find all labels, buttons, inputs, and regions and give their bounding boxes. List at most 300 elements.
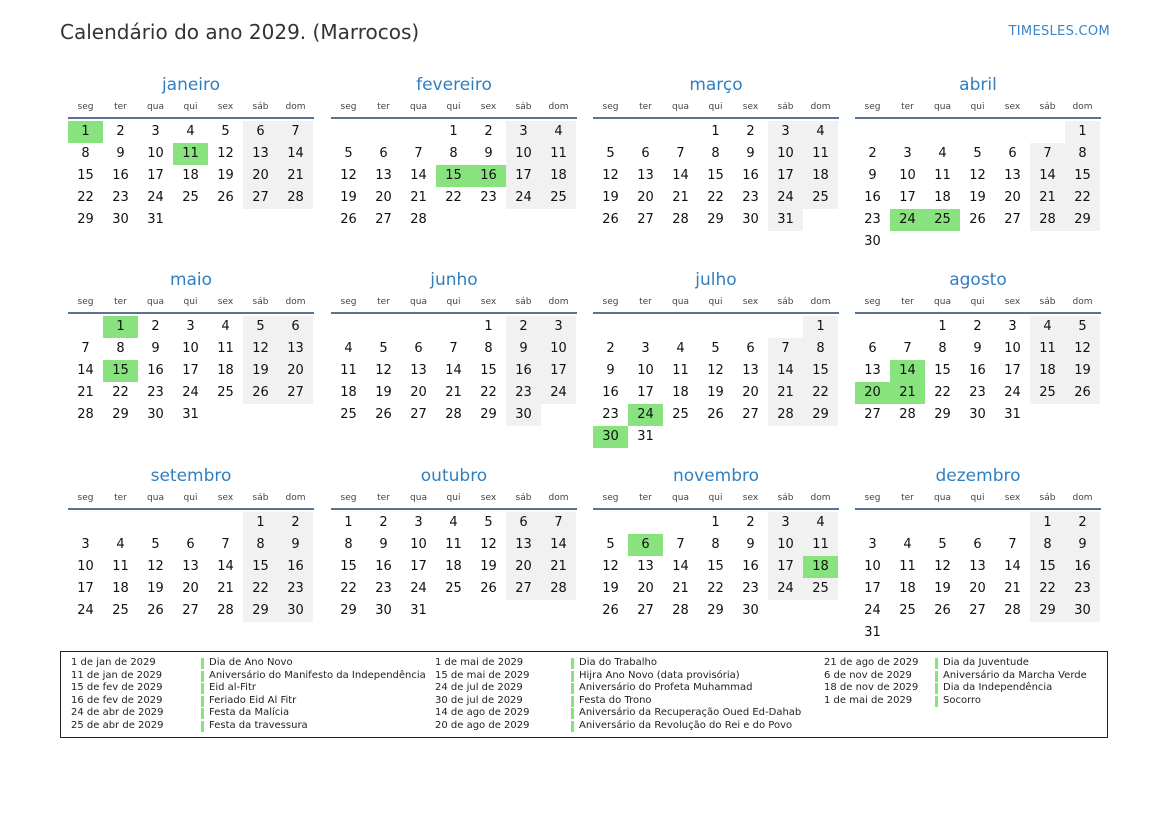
day-cell: 25: [217, 385, 234, 400]
day-cell: 29: [1030, 600, 1065, 622]
weekday-label: qui: [446, 297, 461, 307]
day-cell: 5: [221, 124, 230, 139]
day-cell: 1: [803, 316, 838, 338]
day-cell: 20: [243, 165, 278, 187]
weekday-label: seg: [864, 493, 881, 503]
day-cell: 19: [602, 190, 619, 205]
day-cell: 21: [541, 556, 576, 578]
day-cell: 23: [742, 190, 759, 205]
day-cell: 31: [182, 407, 199, 422]
legend-holiday-name: Eid al-Fitr: [209, 682, 256, 694]
day-cell: 28: [672, 212, 689, 227]
weekday-label: seg: [77, 102, 94, 112]
legend-date: 1 de mai de 2029: [824, 694, 913, 706]
weekday-header: [68, 488, 314, 510]
legend-marker: [935, 671, 938, 682]
day-empty: [331, 121, 366, 143]
day-cell: 10: [768, 534, 803, 556]
day-cell: 4: [344, 341, 353, 356]
legend-marker: [935, 696, 938, 707]
day-cell: 14: [410, 168, 427, 183]
legend-date: 18 de nov de 2029: [824, 682, 919, 694]
day-grid: [331, 316, 577, 426]
month-dezembro: [855, 464, 1101, 644]
month-name: março: [689, 75, 743, 95]
day-grid: [331, 121, 577, 231]
day-cell: 27: [375, 212, 392, 227]
day-cell: 28: [278, 187, 313, 209]
weekday-label: qui: [708, 297, 723, 307]
day-cell: 7: [1008, 537, 1017, 552]
day-cell: 1: [1065, 121, 1100, 143]
day-empty: [173, 512, 208, 534]
weekday-label: sex: [742, 102, 759, 112]
day-cell: 12: [602, 168, 619, 183]
legend-date: 30 de jul de 2029: [435, 694, 523, 706]
legend-holiday-name: Festa da travessura: [209, 719, 308, 731]
weekday-label: dom: [1072, 102, 1093, 112]
day-empty: [331, 316, 366, 338]
day-grid: [855, 121, 1101, 253]
day-cell: 7: [541, 512, 576, 534]
day-cell: 13: [182, 559, 199, 574]
day-empty: [401, 121, 436, 143]
weekday-label: sáb: [252, 297, 269, 307]
day-cell: 19: [969, 190, 986, 205]
day-empty: [366, 121, 401, 143]
day-cell: 5: [606, 146, 615, 161]
day-cell: 15: [803, 360, 838, 382]
day-empty: [663, 316, 698, 338]
day-cell: 26: [934, 603, 951, 618]
day-cell: 21: [278, 165, 313, 187]
day-cell: 9: [606, 363, 615, 378]
legend-date: 24 de abr de 2029: [71, 707, 164, 719]
day-cell: 22: [445, 190, 462, 205]
day-grid: [855, 316, 1101, 426]
day-grid: [855, 512, 1101, 644]
day-cell: 20: [637, 190, 654, 205]
day-cell: 11: [672, 363, 689, 378]
day-empty: [366, 316, 401, 338]
day-cell: 24: [77, 603, 94, 618]
day-cell: 23: [1065, 578, 1100, 600]
day-cell: 10: [637, 363, 654, 378]
day-cell: 28: [217, 603, 234, 618]
weekday-label: seg: [864, 297, 881, 307]
weekday-label: sáb: [1039, 493, 1056, 503]
legend-marker: [571, 721, 574, 732]
day-cell: 19: [243, 360, 278, 382]
day-cell: 26: [340, 212, 357, 227]
legend-date: 11 de jan de 2029: [71, 669, 163, 681]
weekday-label: sáb: [777, 297, 794, 307]
day-cell: 23: [480, 190, 497, 205]
day-grid: [68, 512, 314, 622]
day-empty: [593, 121, 628, 143]
weekday-header: [855, 488, 1101, 510]
day-cell: 22: [480, 385, 497, 400]
day-cell: 29: [707, 212, 724, 227]
day-cell: 5: [1065, 316, 1100, 338]
day-cell: 6: [379, 146, 388, 161]
day-cell: 5: [938, 537, 947, 552]
day-cell: 2: [484, 124, 493, 139]
day-empty: [628, 121, 663, 143]
day-cell: 13: [637, 168, 654, 183]
day-cell: 25: [803, 578, 838, 600]
day-cell: 14: [672, 168, 689, 183]
page-title: Calendário do ano 2029. (Marrocos): [60, 20, 420, 44]
day-cell: 21: [672, 190, 689, 205]
day-empty: [68, 316, 103, 338]
day-cell: 29: [340, 603, 357, 618]
day-cell: 13: [243, 143, 278, 165]
day-cell: 28: [1004, 603, 1021, 618]
brand-link[interactable]: TIMESLES.COM: [1008, 24, 1110, 39]
weekday-label: qua: [672, 493, 689, 503]
weekday-label: sex: [217, 493, 234, 503]
day-cell: 6: [1008, 146, 1017, 161]
day-cell: 30: [864, 234, 881, 249]
day-cell: 13: [278, 338, 313, 360]
month-março: [593, 73, 839, 231]
day-cell: 3: [768, 512, 803, 534]
day-cell: 10: [77, 559, 94, 574]
day-cell: 23: [147, 385, 164, 400]
day-cell: 27: [637, 212, 654, 227]
weekday-label: sex: [480, 102, 497, 112]
day-cell: 19: [375, 385, 392, 400]
day-cell: 4: [903, 537, 912, 552]
day-cell: 10: [864, 559, 881, 574]
weekday-header: [68, 97, 314, 119]
day-cell: 18: [445, 559, 462, 574]
weekday-header: [331, 488, 577, 510]
day-empty: [995, 512, 1030, 534]
day-cell: 8: [449, 146, 458, 161]
day-empty: [855, 121, 890, 143]
day-cell: 19: [934, 581, 951, 596]
month-name: agosto: [949, 270, 1007, 290]
day-cell: 1: [344, 515, 353, 530]
day-cell: 23: [375, 581, 392, 596]
day-cell: 5: [973, 146, 982, 161]
day-cell: 13: [410, 363, 427, 378]
day-cell: 30: [375, 603, 392, 618]
day-cell: 16: [375, 559, 392, 574]
day-cell: 13: [742, 363, 759, 378]
day-cell: 24: [541, 382, 576, 404]
day-cell: 26: [147, 603, 164, 618]
day-cell: 24: [410, 581, 427, 596]
month-name: novembro: [672, 466, 760, 486]
day-cell: 1: [449, 124, 458, 139]
day-cell: 20: [1004, 190, 1021, 205]
day-cell: 31: [864, 625, 881, 640]
day-empty: [925, 512, 960, 534]
day-cell: 20: [637, 581, 654, 596]
legend-holiday-name: Dia do Trabalho: [579, 657, 658, 668]
month-maio: [68, 268, 314, 426]
day-cell: 4: [541, 121, 576, 143]
day-cell: 22: [934, 385, 951, 400]
day-empty: [768, 316, 803, 338]
day-cell: 4: [676, 341, 685, 356]
day-cell: 16: [742, 559, 759, 574]
day-cell: 6: [746, 341, 755, 356]
day-cell: 12: [147, 559, 164, 574]
weekday-label: qua: [410, 297, 427, 307]
day-cell-holiday: 18: [803, 556, 838, 578]
day-cell: 11: [803, 143, 838, 165]
day-grid: [593, 512, 839, 622]
day-cell: 18: [112, 581, 129, 596]
weekday-label: seg: [340, 297, 357, 307]
legend-holiday-name: Dia da Juventude: [943, 657, 1029, 668]
weekday-label: qua: [147, 493, 164, 503]
legend-holiday-name: Dia da Independência: [943, 682, 1053, 694]
weekday-label: qui: [708, 493, 723, 503]
day-cell: 31: [1004, 407, 1021, 422]
weekday-label: ter: [377, 493, 390, 503]
day-cell: 4: [1030, 316, 1065, 338]
day-cell: 29: [112, 407, 129, 422]
day-empty: [138, 512, 173, 534]
day-cell: 2: [1065, 512, 1100, 534]
legend-date: 1 de jan de 2029: [71, 657, 156, 668]
day-cell: 20: [375, 190, 392, 205]
day-cell: 9: [1065, 534, 1100, 556]
weekday-label: sáb: [515, 493, 532, 503]
weekday-label: sex: [217, 297, 234, 307]
day-cell: 22: [707, 190, 724, 205]
day-cell: 6: [278, 316, 313, 338]
day-cell: 31: [147, 212, 164, 227]
day-cell: 3: [506, 121, 541, 143]
weekday-header: [593, 97, 839, 119]
day-cell: 12: [243, 338, 278, 360]
day-grid: [68, 121, 314, 231]
legend-holiday-name: Socorro: [943, 694, 982, 706]
month-junho: [331, 268, 577, 426]
legend-date: 15 de fev de 2029: [71, 682, 163, 694]
weekday-label: qua: [934, 102, 951, 112]
day-cell: 8: [81, 146, 90, 161]
day-cell: 20: [742, 385, 759, 400]
legend-date: 14 de ago de 2029: [435, 707, 530, 719]
day-cell: 3: [541, 316, 576, 338]
weekday-label: ter: [639, 102, 652, 112]
day-cell: 18: [803, 165, 838, 187]
weekday-label: sex: [742, 297, 759, 307]
weekday-label: ter: [377, 102, 390, 112]
weekday-label: seg: [602, 102, 619, 112]
weekday-header: [68, 292, 314, 314]
day-cell: 14: [1004, 559, 1021, 574]
day-cell: 13: [864, 363, 881, 378]
day-cell: 9: [116, 146, 125, 161]
holiday-legend: [60, 651, 1108, 738]
weekday-label: sáb: [777, 493, 794, 503]
day-cell: 6: [973, 537, 982, 552]
day-cell: 12: [375, 363, 392, 378]
weekday-label: qui: [970, 297, 985, 307]
day-cell: 23: [112, 190, 129, 205]
day-cell: 20: [969, 581, 986, 596]
day-cell: 11: [803, 534, 838, 556]
weekday-label: sex: [742, 493, 759, 503]
day-cell: 17: [864, 581, 881, 596]
weekday-label: sex: [1004, 493, 1021, 503]
day-cell: 2: [868, 146, 877, 161]
weekday-label: ter: [114, 102, 127, 112]
weekday-label: ter: [377, 297, 390, 307]
day-empty: [925, 121, 960, 143]
day-empty: [960, 121, 995, 143]
day-cell: 17: [506, 165, 541, 187]
day-empty: [890, 512, 925, 534]
weekday-label: dom: [548, 102, 569, 112]
day-cell: 23: [602, 407, 619, 422]
weekday-label: qui: [183, 297, 198, 307]
day-cell: 18: [899, 581, 916, 596]
month-name: dezembro: [935, 466, 1021, 486]
day-cell: 4: [803, 121, 838, 143]
day-cell: 15: [243, 556, 278, 578]
day-cell: 25: [182, 190, 199, 205]
day-cell: 27: [278, 382, 313, 404]
day-cell: 28: [899, 407, 916, 422]
month-outubro: [331, 464, 577, 622]
legend-date: 1 de mai de 2029: [435, 657, 524, 668]
day-cell: 10: [768, 143, 803, 165]
legend-marker: [201, 696, 204, 707]
legend-holiday-name: Hijra Ano Novo (data provisória): [579, 669, 740, 681]
weekday-label: dom: [1072, 493, 1093, 503]
day-cell: 9: [278, 534, 313, 556]
day-empty: [208, 512, 243, 534]
weekday-label: ter: [901, 102, 914, 112]
day-cell: 29: [1065, 209, 1100, 231]
day-cell: 13: [637, 559, 654, 574]
day-cell: 2: [973, 319, 982, 334]
day-cell: 11: [899, 559, 916, 574]
day-cell: 4: [221, 319, 230, 334]
day-cell: 27: [1004, 212, 1021, 227]
day-cell: 22: [112, 385, 129, 400]
weekday-label: ter: [901, 297, 914, 307]
day-cell: 12: [707, 363, 724, 378]
day-cell: 19: [340, 190, 357, 205]
day-cell: 10: [147, 146, 164, 161]
day-cell: 16: [742, 168, 759, 183]
day-cell: 27: [243, 187, 278, 209]
day-cell: 1: [711, 124, 720, 139]
day-cell: 28: [1030, 209, 1065, 231]
day-cell: 10: [541, 338, 576, 360]
day-cell: 7: [278, 121, 313, 143]
day-cell: 9: [868, 168, 877, 183]
legend-marker: [935, 658, 938, 669]
day-cell: 16: [112, 168, 129, 183]
day-cell-holiday: 16: [471, 165, 506, 187]
weekday-label: dom: [285, 297, 306, 307]
day-cell: 27: [506, 578, 541, 600]
day-cell: 14: [768, 360, 803, 382]
weekday-label: seg: [602, 493, 619, 503]
day-cell: 20: [410, 385, 427, 400]
day-cell: 9: [746, 146, 755, 161]
weekday-label: ter: [114, 493, 127, 503]
day-cell: 23: [506, 382, 541, 404]
day-cell: 30: [742, 212, 759, 227]
day-cell: 9: [379, 537, 388, 552]
month-name: outubro: [420, 466, 488, 486]
day-cell: 21: [410, 190, 427, 205]
day-cell: 15: [1030, 556, 1065, 578]
day-cell: 15: [707, 559, 724, 574]
weekday-header: [593, 292, 839, 314]
day-cell: 5: [379, 341, 388, 356]
weekday-label: ter: [639, 493, 652, 503]
weekday-label: qua: [672, 297, 689, 307]
weekday-label: dom: [548, 493, 569, 503]
day-cell: 25: [340, 407, 357, 422]
day-cell: 26: [602, 212, 619, 227]
day-cell: 8: [711, 146, 720, 161]
day-cell: 25: [112, 603, 129, 618]
day-cell-holiday: 15: [103, 360, 138, 382]
weekday-header: [593, 488, 839, 510]
day-cell: 17: [182, 363, 199, 378]
legend-date: 24 de jul de 2029: [435, 682, 523, 694]
weekday-label: sex: [217, 102, 234, 112]
day-cell: 26: [969, 212, 986, 227]
day-cell: 3: [414, 515, 423, 530]
day-cell: 21: [77, 385, 94, 400]
day-empty: [995, 121, 1030, 143]
day-cell: 5: [606, 537, 615, 552]
day-cell: 26: [707, 407, 724, 422]
weekday-label: seg: [77, 297, 94, 307]
day-cell: 19: [147, 581, 164, 596]
day-cell: 7: [414, 146, 423, 161]
day-cell: 24: [864, 603, 881, 618]
day-cell: 28: [672, 603, 689, 618]
weekday-label: seg: [602, 297, 619, 307]
day-cell: 28: [445, 407, 462, 422]
legend-marker: [571, 671, 574, 682]
day-empty: [663, 121, 698, 143]
day-cell: 28: [77, 407, 94, 422]
day-cell: 2: [116, 124, 125, 139]
day-cell: 10: [410, 537, 427, 552]
day-cell: 16: [278, 556, 313, 578]
day-cell: 21: [445, 385, 462, 400]
day-cell: 26: [217, 190, 234, 205]
day-cell: 3: [641, 341, 650, 356]
day-cell: 15: [77, 168, 94, 183]
day-empty: [890, 121, 925, 143]
legend-marker: [571, 696, 574, 707]
day-cell: 13: [969, 559, 986, 574]
month-julho: [593, 268, 839, 448]
weekday-label: dom: [810, 493, 831, 503]
day-cell: 12: [1065, 338, 1100, 360]
day-cell: 18: [182, 168, 199, 183]
day-cell: 15: [934, 363, 951, 378]
